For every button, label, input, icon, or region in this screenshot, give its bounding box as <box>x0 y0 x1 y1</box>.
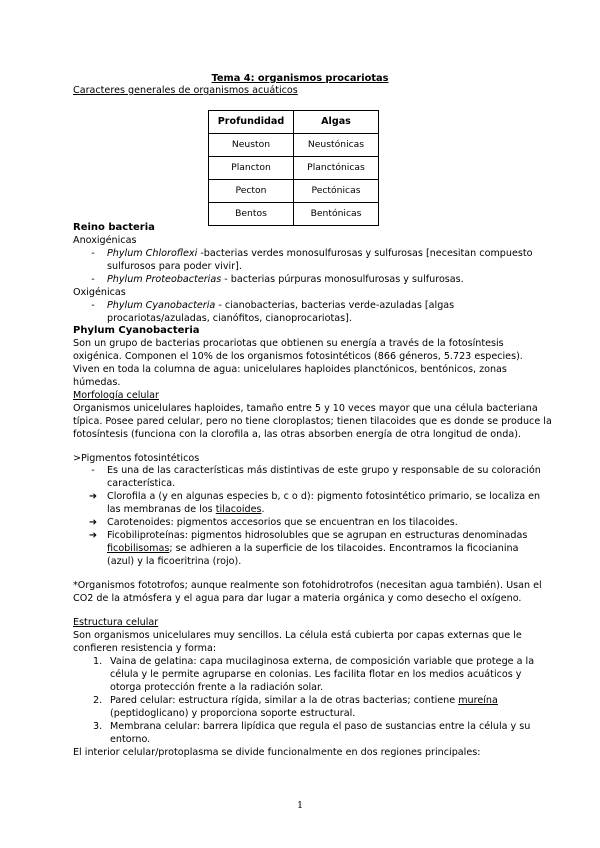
list-item-cont: otorga protección frente a la radiación solar. <box>110 682 324 693</box>
taxon-name: Phylum Chloroflexi <box>107 248 198 259</box>
cyano-heading: Phylum Cyanobacteria <box>73 325 200 336</box>
list-item-cont: procariotas/azuladas, cianófitos, cianoprocariotas]. <box>107 313 352 324</box>
anoxigenicas-label: Anoxigénicas <box>73 235 137 246</box>
list-item: Ficobiliproteínas: pigmentos hidrosolubles que se agrupan en estructuras denominadas <box>107 530 528 541</box>
list-item: Es una de las características más distintivas de este grupo y responsable de su coloración <box>107 465 541 476</box>
list-item-cont: característica. <box>107 478 176 489</box>
table-row <box>209 180 379 203</box>
bullet-dash: - <box>91 465 95 476</box>
paragraph-line: El interior celular/protoplasma se divide funcionalmente en dos regiones principales: <box>73 747 481 758</box>
paragraph-line: Son organismos unicelulares muy sencillos. La célula está cubierta por capas externas que le <box>73 630 522 641</box>
table-cell: Bentos <box>209 203 294 226</box>
underlined-term: ficobilisomas <box>107 543 170 554</box>
list-item-cont <box>107 504 265 517</box>
list-item <box>110 695 498 708</box>
table-cell: Plancton <box>209 157 294 180</box>
list-number: 3. <box>93 721 103 732</box>
list-item <box>107 248 533 261</box>
text-run: ; se adhieren a la superficie de los tilacoides. Encontramos la ficocianina <box>169 543 519 554</box>
table-row <box>209 134 379 157</box>
paragraph-line: oxigénica. Componen el 10% de los organismos fotosintéticos (866 géneros, 5.723 especies). <box>73 351 523 362</box>
table-header-cell: Profundidad <box>209 111 294 134</box>
list-item-text: - cianobacterias, bacterias verde-azuladas [algas <box>215 300 455 311</box>
algae-depth-table <box>208 110 379 226</box>
note-line: CO2 de la atmósfera y el agua para dar lugar a materia orgánica y como desecho el oxígeno. <box>73 593 522 604</box>
bullet-dash: - <box>91 300 95 311</box>
paragraph-line: Son un grupo de bacterias procariotas que obtienen su energía a través de la fotosíntesis <box>73 338 504 349</box>
paragraph-line: húmedas. <box>73 377 121 388</box>
arrow-bullet-icon: ➔ <box>88 491 98 502</box>
list-number: 1. <box>93 656 103 667</box>
pigmentos-heading: >Pigmentos fotosintéticos <box>73 453 200 464</box>
estructura-heading: Estructura celular <box>73 617 159 628</box>
list-item: Vaina de gelatina: capa mucilaginosa externa, de composición variable que protege a la <box>110 656 535 667</box>
list-number: 2. <box>93 695 103 706</box>
table-cell: Pecton <box>209 180 294 203</box>
list-item-text: - bacterias púrpuras monosulfurosas y sulfurosas. <box>221 274 464 285</box>
list-item-cont: (azul) y la ficoeritrina (rojo). <box>107 556 242 567</box>
bullet-dash: - <box>91 274 95 285</box>
list-item <box>107 274 464 287</box>
arrow-bullet-icon: ➔ <box>88 530 98 541</box>
reino-heading: Reino bacteria <box>73 222 155 233</box>
section-subtitle: Caracteres generales de organismos acuáticos <box>73 85 298 96</box>
taxon-name: Phylum Proteobacterias <box>107 274 222 285</box>
note-line: *Organismos fototrofos; aunque realmente son fotohidrotrofos (necesitan agua también). Usan el <box>73 580 542 591</box>
oxigenicas-label: Oxigénicas <box>73 287 126 298</box>
document-title: Tema 4: organismos procariotas <box>211 73 389 84</box>
list-item: Carotenoides: pigmentos accesorios que se encuentran en los tilacoides. <box>107 517 458 528</box>
list-item: Membrana celular: barrera lipídica que regula el paso de sustancias entre la célula y su <box>110 721 531 732</box>
table-cell: Planctónicas <box>294 157 379 180</box>
paragraph-line: fotosíntesis (funciona con la clorofila a, las otras absorben energía de otra longitud de onda). <box>73 429 521 440</box>
table-row <box>209 203 379 226</box>
page-number: 1 <box>296 800 304 811</box>
morfologia-heading: Morfología celular <box>73 390 159 401</box>
underlined-term: mureína <box>458 695 498 706</box>
list-item-cont: (peptidoglicano) y proporciona soporte estructural. <box>110 708 356 719</box>
underlined-term: tilacoides <box>215 504 262 515</box>
taxon-name: Phylum Cyanobacteria <box>107 300 216 311</box>
paragraph-line: confieren resistencia y forma: <box>73 643 217 654</box>
text-run: . <box>261 504 265 515</box>
paragraph-line: Viven en toda la columna de agua: unicelulares haploides planctónicos, bentónicos, zonas <box>73 364 507 375</box>
list-item-cont: entorno. <box>110 734 151 745</box>
paragraph-line: típica. Posee pared celular, pero no tiene cloroplastos; tienen tilacoides que es donde se produce la <box>73 416 552 427</box>
table-cell: Neustónicas <box>294 134 379 157</box>
text-run: las membranas de los <box>107 504 216 515</box>
paragraph-line: Organismos unicelulares haploides, tamaño entre 5 y 10 veces mayor que una célula bacteriana <box>73 403 538 414</box>
table-cell: Neuston <box>209 134 294 157</box>
table-cell: Bentónicas <box>294 203 379 226</box>
table-header-cell: Algas <box>294 111 379 134</box>
list-item-cont: sulfurosos para poder vivir]. <box>107 261 242 272</box>
table-row <box>209 157 379 180</box>
list-item-cont: célula y le permite agruparse en colonias. Les facilita flotar en los medios acuáticos y <box>110 669 522 680</box>
text-run: Pared celular: estructura rígida, similar a la de otras bacterias; contiene <box>110 695 459 706</box>
arrow-bullet-icon: ➔ <box>88 517 98 528</box>
table-cell: Pectónicas <box>294 180 379 203</box>
list-item-text: -bacterias verdes monosulfurosas y sulfurosas [necesitan compuesto <box>197 248 533 259</box>
table-header-row <box>209 111 379 134</box>
bullet-dash: - <box>91 248 95 259</box>
list-item: Clorofila a (y en algunas especies b, c o d): pigmento fotosintético primario, se localiza en <box>107 491 541 502</box>
list-item <box>107 300 454 313</box>
list-item-cont <box>107 543 518 556</box>
